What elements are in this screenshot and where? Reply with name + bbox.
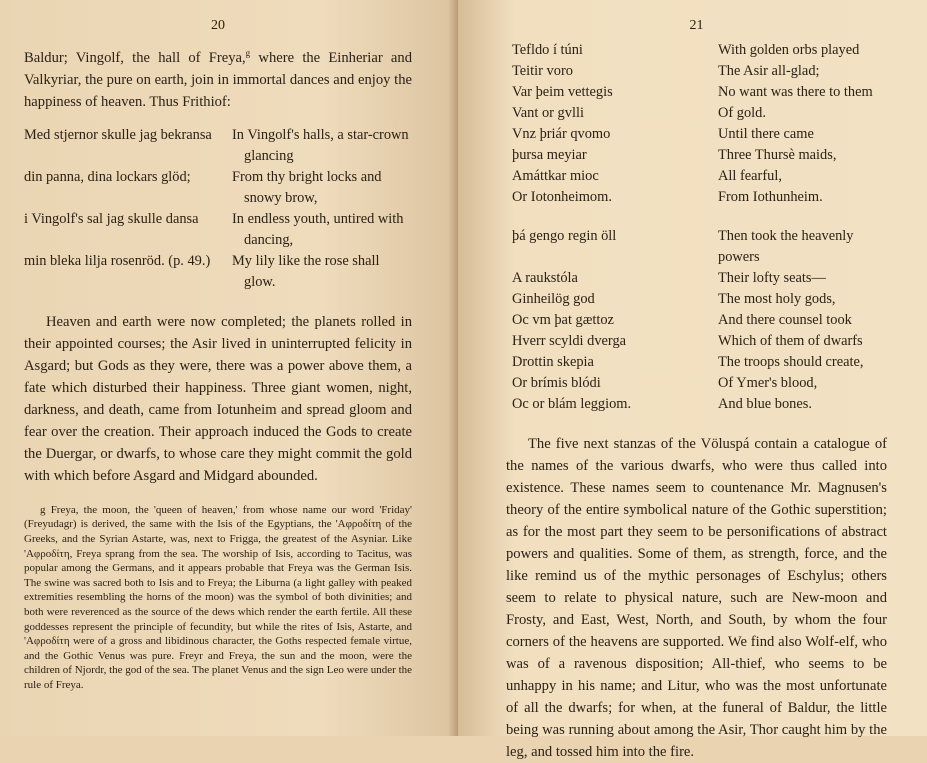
verse-translation-line: All fearful, bbox=[718, 168, 782, 184]
verse-original-line: þursa meyiar bbox=[512, 147, 587, 163]
page-number: 20 bbox=[211, 18, 225, 33]
verse-original-line: Or Iotonheimom. bbox=[512, 189, 612, 205]
verse-original-line: Or brímis blódi bbox=[512, 375, 601, 391]
verse-original-line: Oc or blám leggiom. bbox=[512, 396, 632, 412]
verse-translation-line: In Vingolf's halls, a star-crown glancing bbox=[232, 126, 409, 164]
verse-translation-line: Then took the heavenly powers bbox=[718, 228, 854, 265]
verse-original-line: Var þeim vettegis bbox=[512, 84, 613, 100]
verse-original-line: din panna, dina lockars glöd; bbox=[24, 168, 191, 185]
verse-translation-line: My lily like the rose shall glow. bbox=[232, 252, 380, 290]
verse-translation-line: With golden orbs played bbox=[718, 42, 860, 58]
verse-original-line: Ginheilög god bbox=[512, 291, 595, 307]
voluspa-verse-1 bbox=[512, 40, 887, 208]
verse-original-line: Hverr scyldi dverga bbox=[512, 333, 627, 349]
verse-translation-line: In endless youth, untired with dancing, bbox=[232, 210, 404, 248]
verse-translation-line: From Iothunheim. bbox=[718, 189, 823, 205]
verse-original-line: þá gengo regin öll bbox=[512, 228, 617, 244]
verse-translation-line: From thy bright locks and snowy brow, bbox=[232, 168, 382, 206]
verse-translation-line: Their lofty seats— bbox=[718, 270, 826, 286]
verse-original-line: i Vingolf's sal jag skulle dansa bbox=[24, 210, 199, 227]
verse-original-line: A raukstóla bbox=[512, 270, 578, 286]
verse-original-line: Oc vm þat gættoz bbox=[512, 312, 614, 328]
verse-translation-line: And there counsel took bbox=[718, 312, 852, 328]
voluspa-verse-2 bbox=[512, 226, 887, 415]
verse-original-line: Med stjernor skulle jag bekransa bbox=[24, 126, 212, 143]
verse-original-line: min bleka lilja rosenröd. (p. 49.) bbox=[24, 252, 211, 269]
verse-translation-line: Of Ymer's blood, bbox=[718, 375, 818, 391]
footnote: g Freya, the moon, the 'queen of heaven,' from whose name our word 'Friday' (Freyudagr) is derived, the same with the Isis of the Egyptians, the 'Αφροδίτη of the Greeks, and the Syrian Astarte, was, next to Frigga, the greatest of the Asyniar. Like 'Αφροδίτη, Freya sprang from the sea. The worship of Isis, according to Tacitus, was popular among the Germans, and it appears probable that Freya was the German Isis. The swine was sacred both to Isis and to Freya; the Liburna (a light galley with peaked extremities resembling the horns of the moon) was the symbol of both divinities; and both were reverenced as the source of the dews which render the earth fertile. All these goddesses represent the principle of fecundity, but while the rites of Isis, Astarte, and 'Αφροδίτη were of a gross and libidinous character, the Goths respected female virtue, and the Gothic Venus was pure. Freyr and Freya, the sun and the moon, were the children of Njordr, the god of the sea. The planet Venus and the sign Leo were under the rule of Freya. bbox=[24, 503, 413, 691]
page-number: 21 bbox=[689, 18, 704, 33]
right-page bbox=[458, 0, 927, 760]
body-paragraph: The five next stanzas of the Völuspá contain a catalogue of the names of the various dwarfs, who were thus called into existence. These names seem to countenance Mr. Magnusen's theory of the entire symbolical nature of the Gothic superstition; as for the most part they seem to be personifications of abstract powers and qualities. Some of them, as strength, force, and the like remind us of the mythic personages of Eschylus; others seem to relate to physical nature, such are New-moon and Frosty, and East, West, North, and South, by whom the four corners of the heavens are supported. We find also Wolf-elf, who was of a ravenous disposition; All-thief, who seems to be unhappy in his name; and Litur, who was the most unfortunate of all the dwarfs; for when, at the funeral of Baldur, the little being was running about among the Asir, Thor caught him by the leg, and tossed him into the fire. bbox=[506, 436, 887, 760]
left-page bbox=[0, 0, 458, 736]
footnote-marker: g bbox=[245, 48, 251, 58]
verse-translation-line: Of gold. bbox=[718, 105, 766, 121]
verse-translation-line: The Asir all-glad; bbox=[718, 63, 820, 79]
verse-original-line: Teitir voro bbox=[512, 63, 573, 79]
verse-translation-line: And blue bones. bbox=[718, 396, 812, 412]
frithiof-verse bbox=[24, 125, 412, 293]
verse-original-line: Drottin skepia bbox=[512, 354, 594, 370]
body-paragraph: Heaven and earth were now completed; the planets rolled in their appointed courses; the Asir lived in uninterrupted felicity in Asgard; but Gods as they were, there was a power above them, a fate which disturbed their happiness. Three giant women, night, darkness, and death, came from Iotunheim and spread gloom and fear over the creation. Their approach induced the Gods to create the Duergar, or dwarfs, to whose care they might commit the gold with which before Asgard and Midgard abounded. bbox=[24, 313, 412, 484]
verse-translation-line: Three Thursè maids, bbox=[718, 147, 837, 163]
verse-translation-line: The troops should create, bbox=[718, 354, 864, 370]
verse-original-line: Tefldo í túni bbox=[512, 42, 583, 58]
verse-original-line: Vant or gvlli bbox=[512, 105, 584, 121]
verse-original-line: Vnz þriár qvomo bbox=[512, 126, 611, 142]
verse-translation-line: No want was there to them bbox=[718, 84, 873, 100]
verse-translation-line: Until there came bbox=[718, 126, 814, 142]
intro-paragraph: Baldur; Vingolf, the hall of Freya,$^g$ where the Einheriar and Valkyriar, the pure on earth, join in immortal dances and enjoy the happiness of heaven. Thus Frithiof: bbox=[24, 48, 413, 110]
verse-original-line: Amáttkar mioc bbox=[512, 168, 599, 184]
verse-translation-line: Which of them of dwarfs bbox=[718, 333, 863, 349]
verse-translation-line: The most holy gods, bbox=[718, 291, 836, 307]
